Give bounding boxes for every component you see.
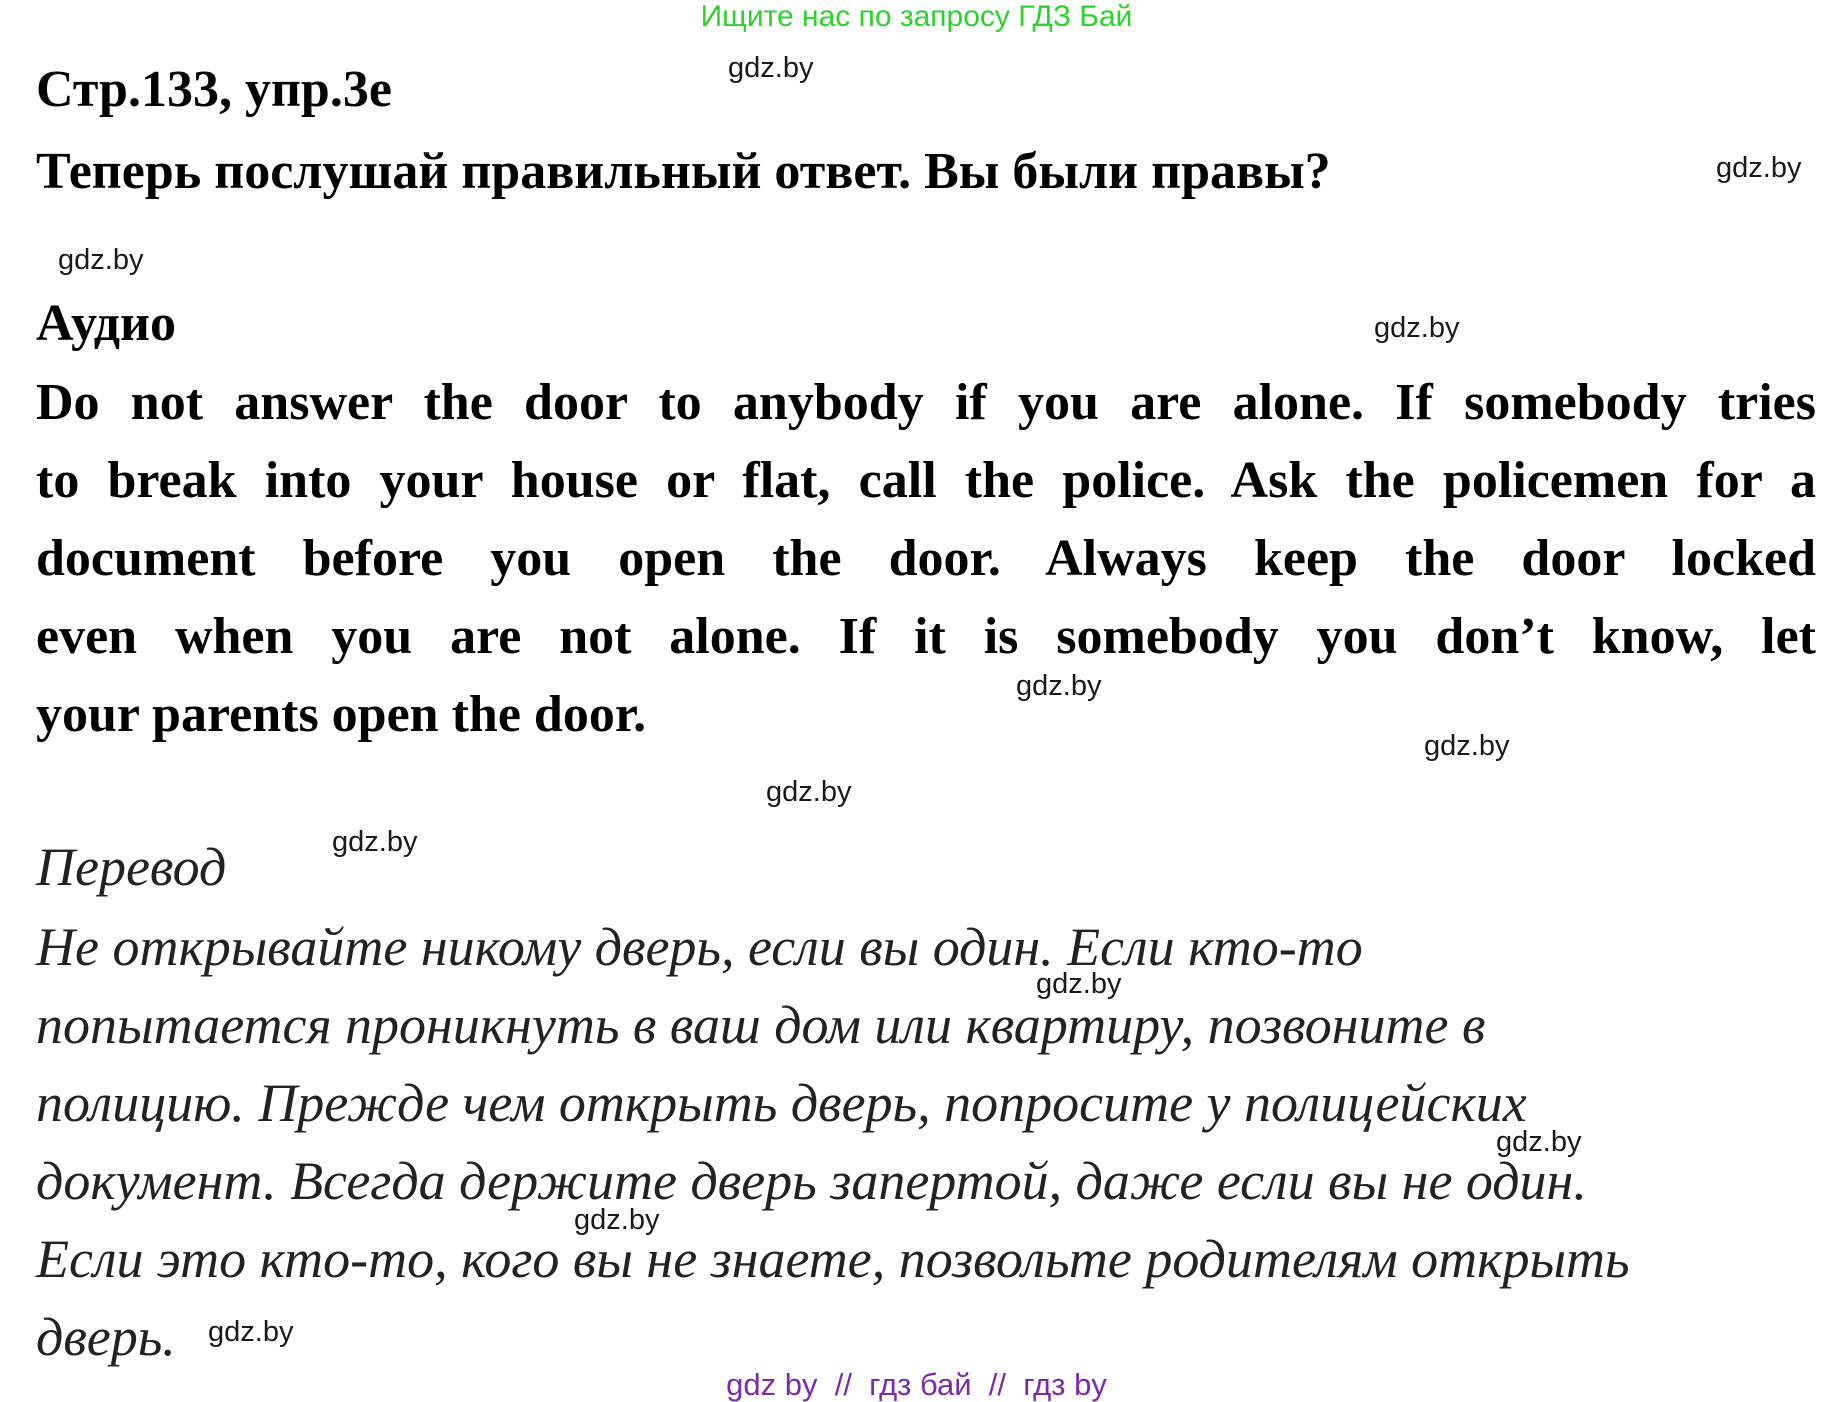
audio-line-3: document before you open the door. Always keep the door locked (36, 530, 1816, 587)
audio-line-2: to break into your house or flat, call the police. Ask the policemen for a (36, 452, 1816, 509)
audio-line-4: even when you are not alone. If it is somebody you don’t know, let (36, 608, 1816, 665)
audio-transcript (36, 364, 1816, 754)
watermark: gdz.by (1716, 152, 1802, 184)
translation-line-1: Не открывайте никому дверь, если вы один. Если кто-то (36, 917, 1363, 977)
audio-line-5: your parents open the door. (36, 686, 647, 743)
watermark: gdz.by (1424, 730, 1510, 762)
watermark: gdz.by (208, 1316, 294, 1348)
watermark: gdz.by (766, 776, 852, 808)
watermark: gdz.by (1496, 1126, 1582, 1158)
watermark: gdz.by (728, 52, 814, 84)
translation-line-4: документ. Всегда держите дверь запертой, даже если вы не один. (36, 1151, 1587, 1211)
search-banner: Ищите нас по запросу ГДЗ Бай (700, 0, 1133, 33)
page-exercise-heading: Стр.133, упр.3е (36, 61, 392, 118)
translation-line-2: попытается проникнуть в ваш дом или квартиру, позвоните в (36, 995, 1486, 1055)
audio-line-1: Do not answer the door to anybody if you are alone. If somebody tries (36, 374, 1816, 431)
translation-title: Перевод (36, 837, 227, 897)
watermark: gdz.by (58, 244, 144, 276)
watermark: gdz.by (1036, 968, 1122, 1000)
watermark: gdz.by (1016, 670, 1102, 702)
watermark: gdz.by (1374, 312, 1460, 344)
task-instruction: Теперь послушай правильный ответ. Вы были правы? (36, 143, 1331, 200)
footer-links: gdz by // гдз бай // гдз by (726, 1367, 1107, 1402)
translation-line-3: полицию. Прежде чем открыть дверь, попросите у полицейских (36, 1073, 1527, 1133)
watermark: gdz.by (574, 1204, 660, 1236)
audio-section-title: Аудио (36, 295, 176, 352)
watermark: gdz.by (332, 826, 418, 858)
translation-line-5: Если это кто-то, кого вы не знаете, позвольте родителям открыть (36, 1229, 1630, 1289)
translation-line-6: дверь. (36, 1307, 176, 1367)
